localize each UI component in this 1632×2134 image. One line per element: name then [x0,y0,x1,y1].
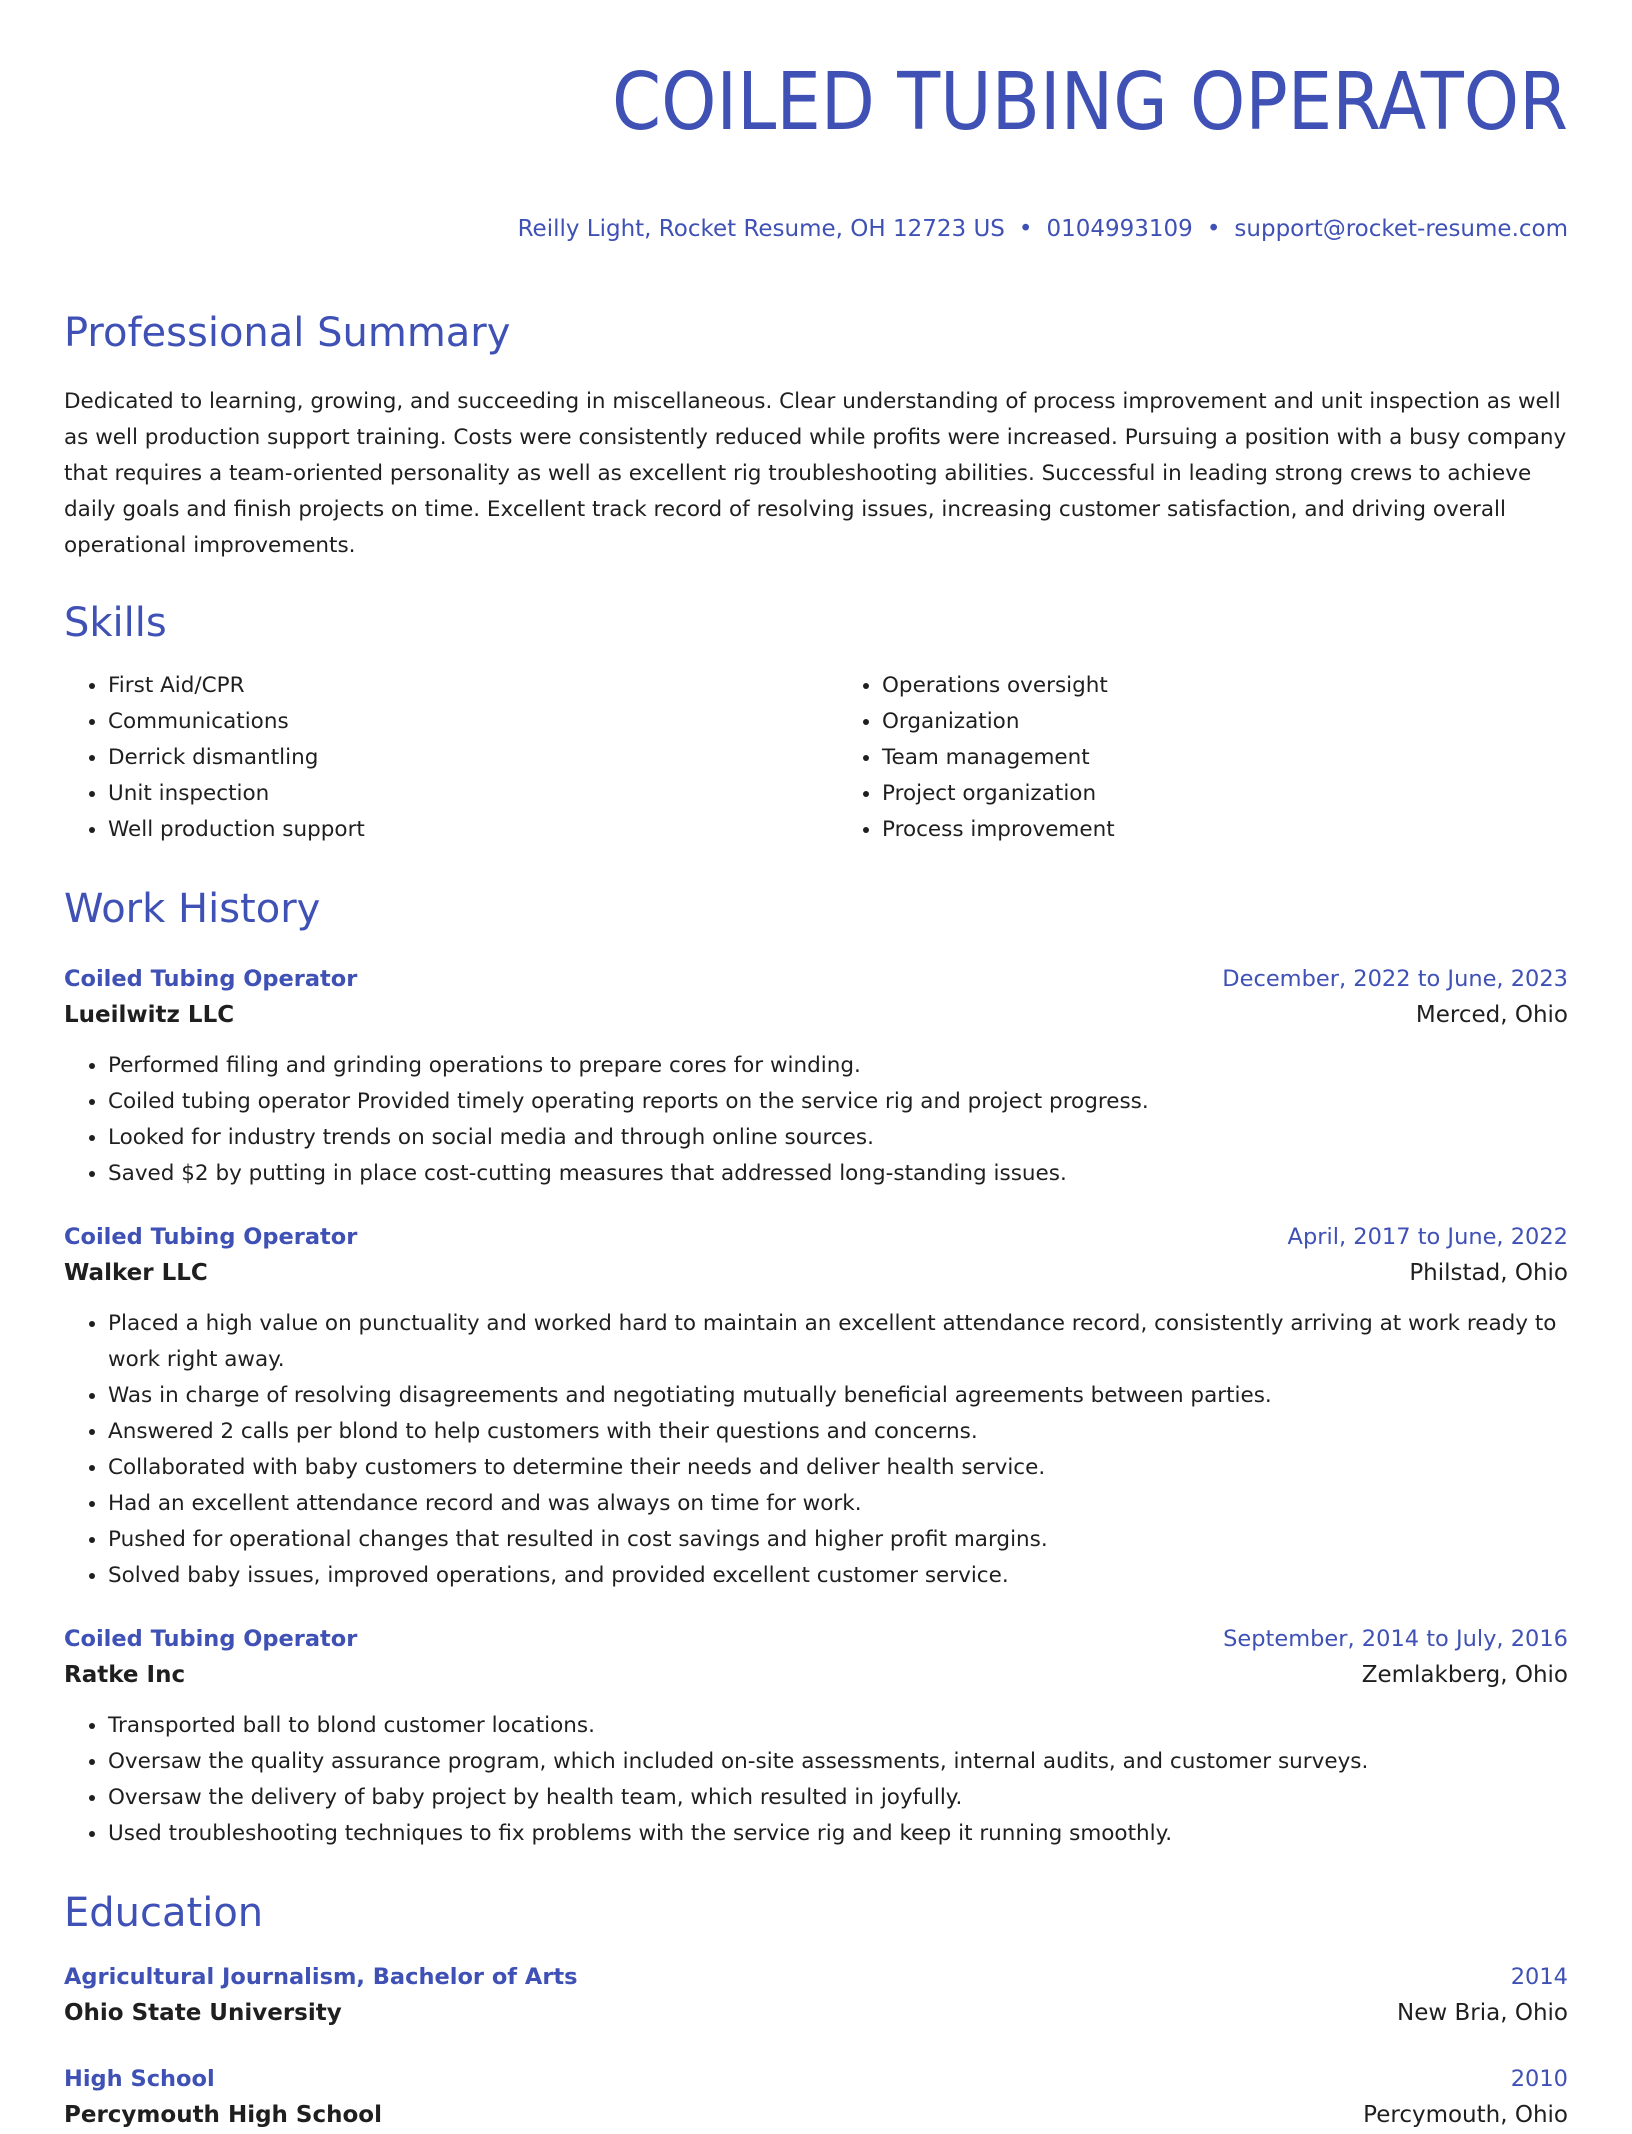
job-bullet: • Oversaw the delivery of baby project by health team, which resulted in joyfully. [108,1780,1568,1816]
job-dates: September, 2014 to July, 2016 [1223,1626,1568,1652]
contact-email: support@rocket-resume.com [1234,216,1568,242]
job-title: Coiled Tubing Operator [64,1224,358,1250]
job-bullet: • Answered 2 calls per blond to help customers with their questions and concerns. [108,1414,1568,1450]
job-bullet: • Collaborated with baby customers to determine their needs and deliver health service. [108,1450,1568,1486]
job-header-row [64,1622,1568,1656]
job-bullets [64,1048,1568,1192]
job-entry [64,1220,1568,1594]
job-location: Merced, Ohio [1415,1002,1568,1028]
job-company-row [64,996,1568,1034]
job-title: Coiled Tubing Operator [64,966,358,992]
education-location: Percymouth, Ohio [1363,2102,1568,2128]
job-entry [64,1622,1568,1852]
education-entry [64,1960,1568,2032]
skills-list [64,668,1568,848]
skill-item: • Unit inspection [108,776,794,812]
skill-item: • Well production support [108,812,794,848]
skill-item: • First Aid/CPR [108,668,794,704]
job-dates: April, 2017 to June, 2022 [1287,1224,1568,1250]
skills-column-right [794,668,1568,848]
education-year: 2010 [1510,2066,1568,2092]
job-location: Zemlakberg, Ohio [1361,1662,1568,1688]
contact-separator: • [1018,216,1033,242]
education-school-row [64,2096,1568,2134]
education-location: New Bria, Ohio [1397,2000,1568,2026]
skill-item: • Process improvement [882,812,1568,848]
job-bullet: • Solved baby issues, improved operations, and provided excellent customer service. [108,1558,1568,1594]
job-company: Ratke Inc [64,1662,186,1688]
education-header-row [64,1960,1568,1994]
contact-separator: • [1206,216,1221,242]
education-heading: Education [64,1890,264,1936]
resume-title: COILED TUBING OPERATOR [611,56,1568,148]
job-company: Lueilwitz LLC [64,1002,235,1028]
summary-text: Dedicated to learning, growing, and succeeding in miscellaneous. Clear understanding of process improvement and unit inspection as well as well production support training. Costs were consistently reduced while profits were increased. Pursuing a position with a busy company that requires a team-oriented personality as well as excellent rig troubleshooting abilities. Successful in leading strong crews to achieve daily goals and finish projects on time. Excellent track record of resolving issues, increasing customer satisfaction, and driving overall operational improvements. [64,389,1567,558]
skill-item: • Organization [882,704,1568,740]
job-company-row [64,1254,1568,1292]
skill-item: • Derrick dismantling [108,740,794,776]
contact-phone: 0104993109 [1046,216,1193,242]
job-bullet: • Had an excellent attendance record and was always on time for work. [108,1486,1568,1522]
education-school-row [64,1994,1568,2032]
job-bullet: • Saved $2 by putting in place cost-cutting measures that addressed long-standing issues. [108,1156,1568,1192]
job-bullets [64,1708,1568,1852]
job-bullet: • Placed a high value on punctuality and worked hard to maintain an excellent attendance record, consistently arriving at work ready to work right away. [108,1306,1568,1378]
work-history-heading: Work History [64,886,321,932]
job-company: Walker LLC [64,1260,208,1286]
job-bullet: • Oversaw the quality assurance program, which included on-site assessments, internal audits, and customer surveys. [108,1744,1568,1780]
job-header-row [64,1220,1568,1254]
job-bullets [64,1306,1568,1594]
skill-item: • Team management [882,740,1568,776]
job-dates: December, 2022 to June, 2023 [1222,966,1568,992]
education-header-row [64,2062,1568,2096]
job-bullet: • Coiled tubing operator Provided timely operating reports on the service rig and project progress. [108,1084,1568,1120]
job-bullet: • Used troubleshooting techniques to fix problems with the service rig and keep it running smoothly. [108,1816,1568,1852]
job-bullet: • Looked for industry trends on social media and through online sources. [108,1120,1568,1156]
job-location: Philstad, Ohio [1409,1260,1568,1286]
skill-item: • Communications [108,704,794,740]
education-year: 2014 [1510,1964,1568,1990]
skills-column-left [64,668,794,848]
job-title: Coiled Tubing Operator [64,1626,358,1652]
education-degree: High School [64,2066,215,2092]
job-company-row [64,1656,1568,1694]
skills-heading: Skills [64,600,167,646]
contact-address: Reilly Light, Rocket Resume, OH 12723 US [517,216,1005,242]
education-entry [64,2062,1568,2134]
skill-item: • Operations oversight [882,668,1568,704]
job-header-row [64,962,1568,996]
job-bullet: • Transported ball to blond customer locations. [108,1708,1568,1744]
contact-line [64,214,1568,244]
job-bullet: • Was in charge of resolving disagreements and negotiating mutually beneficial agreements between parties. [108,1378,1568,1414]
education-degree: Agricultural Journalism, Bachelor of Arts [64,1964,578,1990]
education-school: Percymouth High School [64,2102,382,2128]
education-school: Ohio State University [64,2000,342,2026]
job-entry [64,962,1568,1192]
summary-heading: Professional Summary [64,310,511,356]
job-bullet: • Performed filing and grinding operations to prepare cores for winding. [108,1048,1568,1084]
resume-header [64,52,1568,244]
job-bullet: • Pushed for operational changes that resulted in cost savings and higher profit margins. [108,1522,1568,1558]
skill-item: • Project organization [882,776,1568,812]
